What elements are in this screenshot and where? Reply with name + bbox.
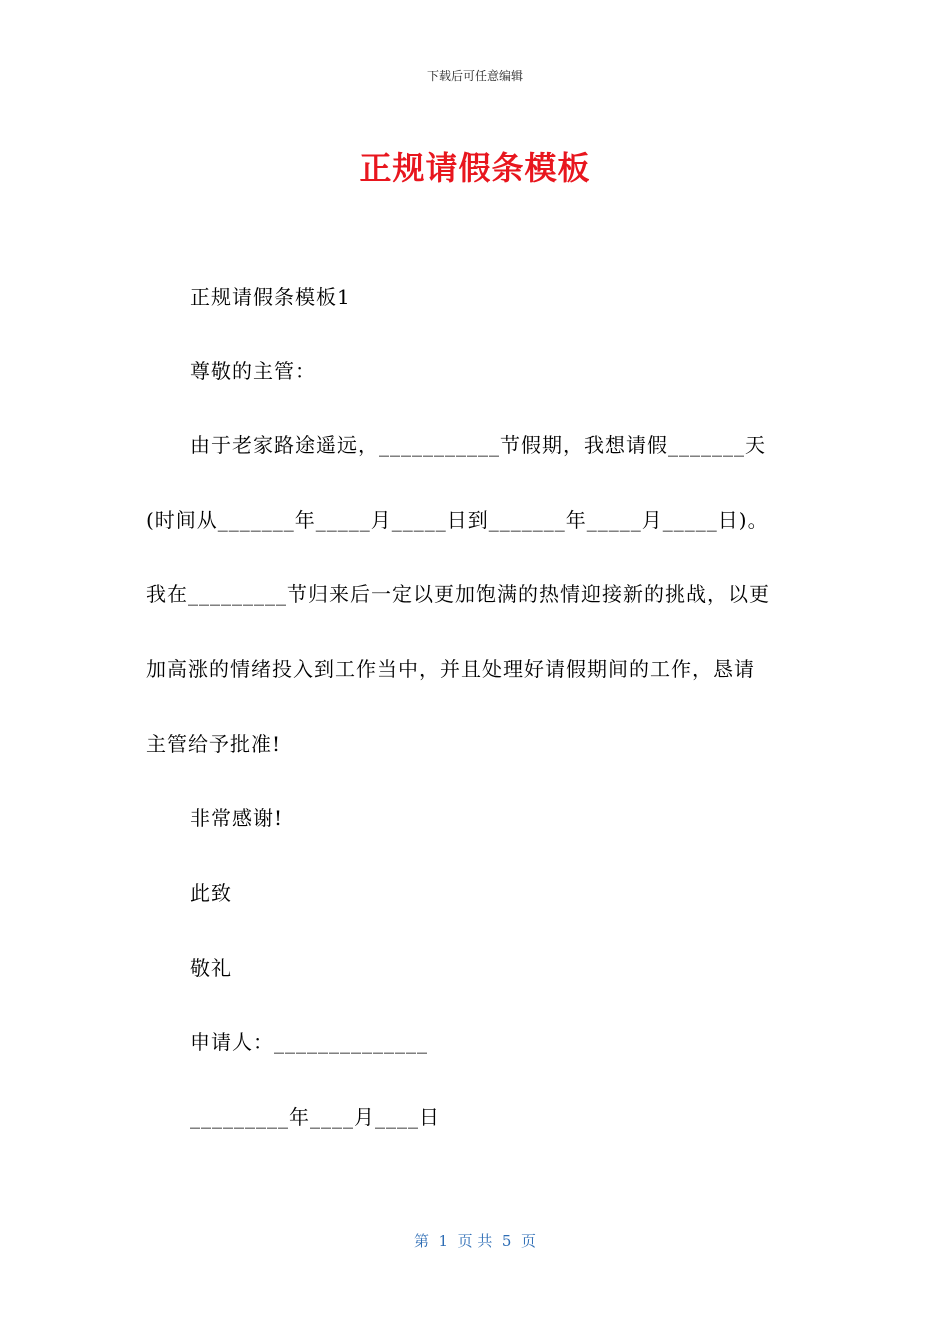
document-title: 正规请假条模板 [359,149,591,187]
page-footer: 第 1 页 共 5 页 [414,1232,536,1250]
closing-line-2: 敬礼 [190,956,232,980]
body-line-4: 加高涨的情绪投入到工作当中，并且处理好请假期间的工作，恳请 [146,657,755,681]
salutation: 尊敬的主管： [190,359,316,383]
body-line-1: 由于老家路途遥远，___________节假期，我想请假_______天 [190,433,766,457]
closing-line-1: 此致 [190,881,232,905]
thanks-line: 非常感谢! [190,806,284,830]
body-line-5: 主管给予批准! [146,732,282,756]
body-line-3: 我在_________节归来后一定以更加饱满的热情迎接新的挑战，以更 [146,582,770,606]
body-line-2: (时间从_______年_____月_____日到_______年_____月_____日)。 [146,508,769,532]
header-note: 下载后可任意编辑 [426,69,523,83]
date-line: _________年____月____日 [190,1105,440,1129]
section-heading: 正规请假条模板1 [190,285,351,309]
applicant-line: 申请人：______________ [190,1030,428,1054]
